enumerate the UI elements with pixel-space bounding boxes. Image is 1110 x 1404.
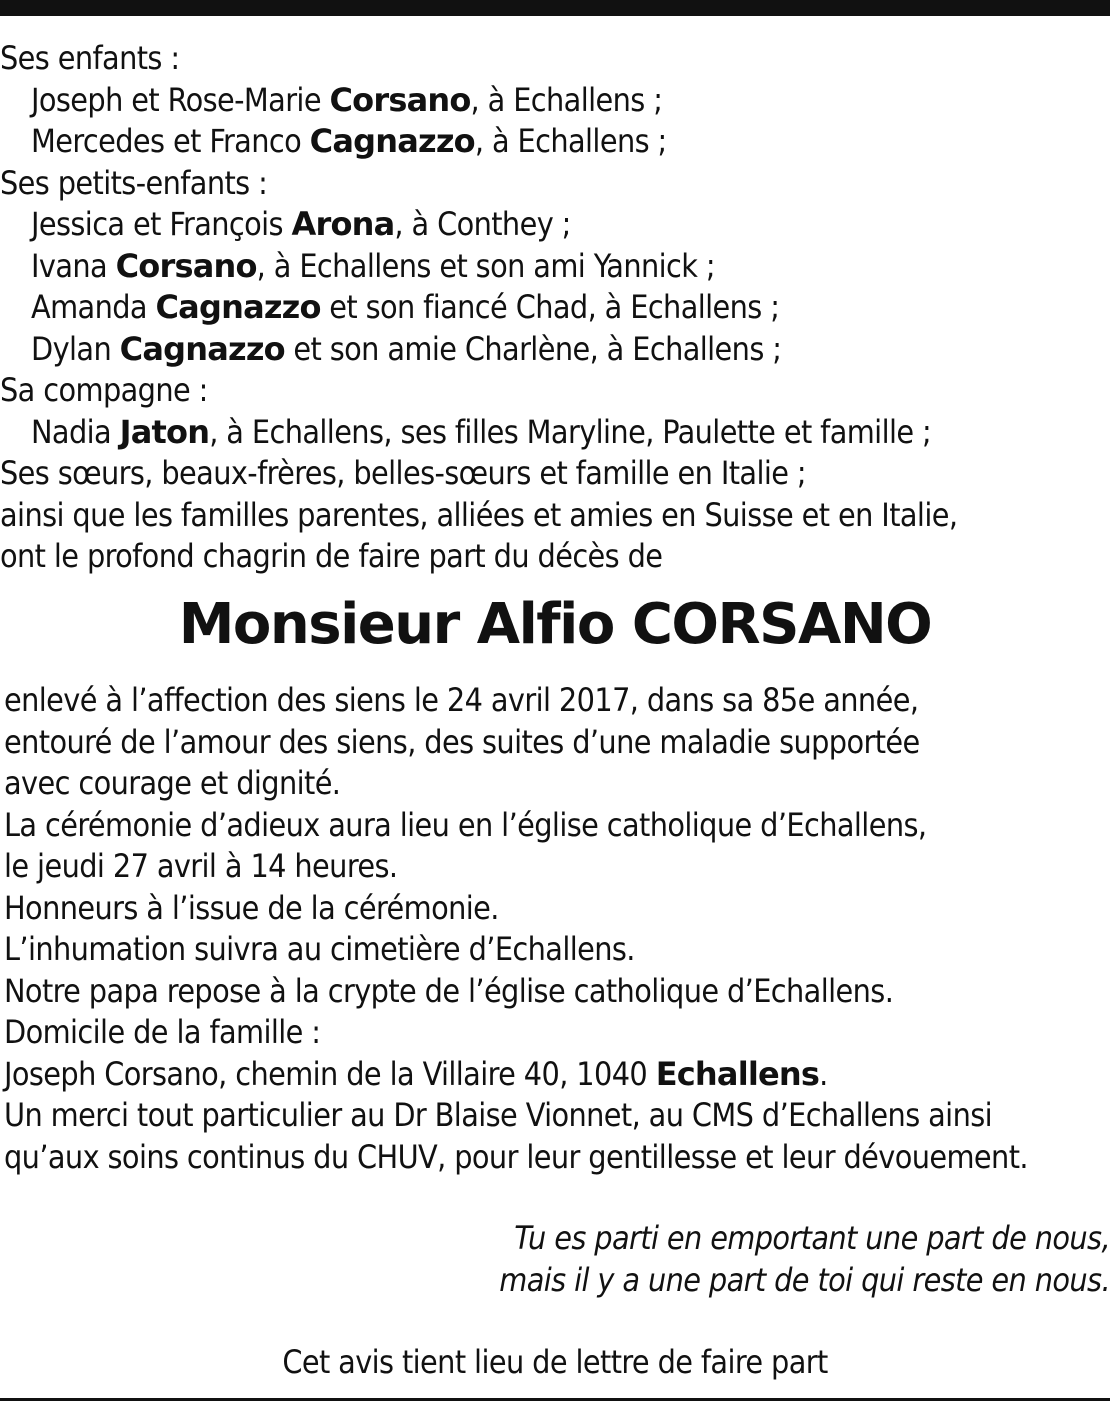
surname: Cagnazzo: [309, 122, 475, 160]
address-city: Echallens: [655, 1054, 820, 1093]
details-section: [4, 680, 1104, 1178]
bottom-border-rule: [0, 1398, 1110, 1401]
quote-line: Tu es parti en emportant une part de nous,: [514, 1219, 1110, 1257]
companion-heading: Sa compagne :: [0, 371, 208, 409]
relatives-line: ainsi que les familles parentes, alliées et amies en Suisse et en Italie,: [0, 495, 958, 534]
grandchild-entry: Amanda Cagnazzo et son fiancé Chad, à Echallens ;: [31, 288, 780, 326]
surname: Corsano: [329, 80, 471, 119]
memorial-quote: [0, 1218, 1110, 1301]
grandchild-entry: Dylan Cagnazzo et son amie Charlène, à Echallens ;: [31, 329, 782, 368]
top-border-rule: [0, 0, 1110, 16]
ceremony-date-line: le jeudi 27 avril à 14 heures.: [4, 847, 398, 885]
quote-line: mais il y a une part de toi qui reste en nous.: [499, 1260, 1110, 1299]
surname: Cagnazzo: [155, 288, 321, 326]
surname: Cagnazzo: [119, 329, 285, 368]
child-entry: Joseph et Rose-Marie Corsano, à Echallens ;: [31, 80, 663, 119]
details-line: avec courage et dignité.: [4, 764, 341, 802]
family-address-heading: Domicile de la famille :: [4, 1013, 321, 1051]
grandchild-entry: Jessica et François Arona, à Conthey ;: [31, 205, 571, 243]
surname: Jaton: [119, 412, 210, 451]
child-entry: Mercedes et Franco Cagnazzo, à Echallens ;: [31, 122, 667, 160]
surname: Corsano: [115, 246, 257, 285]
siblings-line: Ses sœurs, beaux-frères, belles-sœurs et famille en Italie ;: [0, 454, 807, 492]
grandchild-entry: Ivana Corsano, à Echallens et son ami Yannick ;: [31, 246, 715, 285]
family-address: Joseph Corsano, chemin de la Villaire 40, 1040 Echallens.: [4, 1054, 828, 1093]
thanks-line: qu’aux soins continus du CHUV, pour leur gentillesse et leur dévouement.: [4, 1137, 1028, 1176]
burial-line: L’inhumation suivra au cimetière d’Echallens.: [4, 930, 635, 968]
details-line: enlevé à l’affection des siens le 24 avril 2017, dans sa 85e année,: [4, 681, 919, 719]
announcement-line: ont le profond chagrin de faire part du décès de: [0, 537, 663, 575]
rest-place-line: Notre papa repose à la crypte de l’église catholique d’Echallens.: [4, 971, 894, 1010]
surname: Arona: [291, 205, 395, 243]
thanks-line: Un merci tout particulier au Dr Blaise Vionnet, au CMS d’Echallens ainsi: [4, 1096, 993, 1134]
details-line: Honneurs à l’issue de la cérémonie.: [4, 888, 499, 927]
details-line: entouré de l’amour des siens, des suites d’une maladie supportée: [4, 722, 920, 761]
grandchildren-heading: Ses petits-enfants :: [0, 163, 268, 202]
deceased-name: Monsieur Alfio CORSANO: [178, 592, 932, 657]
notice-line: Cet avis tient lieu de lettre de faire part: [282, 1343, 828, 1381]
children-heading: Ses enfants :: [0, 39, 180, 77]
companion-entry: Nadia Jaton, à Echallens, ses filles Maryline, Paulette et famille ;: [31, 412, 932, 451]
ceremony-line: La cérémonie d’adieux aura lieu en l’église catholique d’Echallens,: [4, 805, 927, 844]
family-section: [0, 38, 1110, 578]
